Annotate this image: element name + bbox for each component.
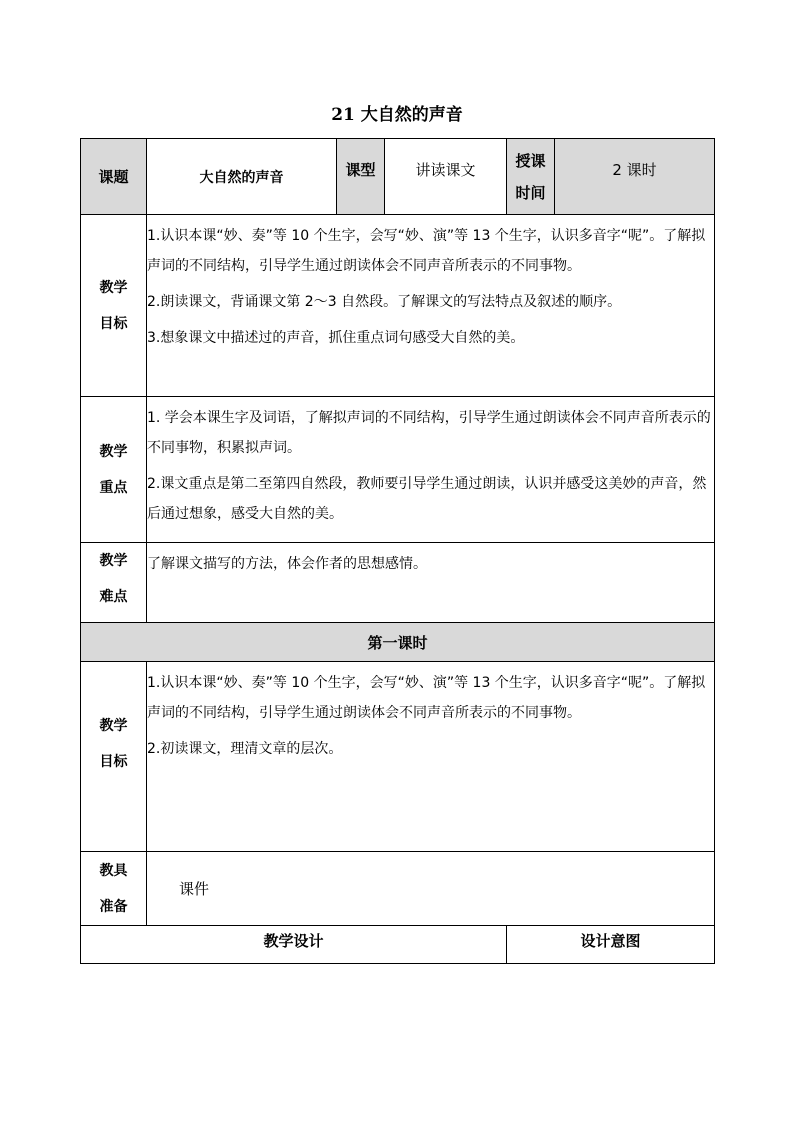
- tools-value: 课件: [147, 852, 715, 926]
- focus-content: [147, 397, 715, 543]
- tools-label-line-2: 准备: [99, 898, 128, 915]
- lesson1-goal-item: 2.初读课文，理清文章的层次。: [147, 741, 343, 757]
- time-label-line-2: 时间: [515, 183, 546, 202]
- lesson-plan-table: [80, 138, 715, 964]
- goals-content: [147, 215, 715, 397]
- footer-row: [81, 926, 715, 964]
- type-label: 课型: [337, 139, 385, 215]
- focus-row: [81, 397, 715, 543]
- goal-item: 2.朗读课文，背诵课文第 2～3 自然段。了解课文的写法特点及叙述的顺序。: [147, 294, 622, 310]
- topic-value: 大自然的声音: [147, 139, 337, 215]
- lesson1-goals-label: [81, 662, 147, 852]
- time-label: [507, 139, 555, 215]
- intent-label: 设计意图: [507, 926, 715, 964]
- goals-label: [81, 215, 147, 397]
- focus-label-line-1: 教学: [99, 443, 128, 460]
- lesson1-goal-item: 1.认识本课“妙、奏”等 10 个生字，会写“妙、演”等 13 个生字，认识多音字“呢”。了解拟声词的不同结构，引导学生通过朗读体会不同声音所表示的不同事物。: [147, 675, 706, 721]
- header-row: [81, 139, 715, 215]
- difficulty-label: [81, 543, 147, 623]
- goals-row: [81, 215, 715, 397]
- type-value: 讲读课文: [385, 139, 507, 215]
- time-label-line-1: 授课: [515, 151, 546, 170]
- difficulty-label-line-2: 难点: [99, 589, 128, 605]
- difficulty-row: [81, 543, 715, 623]
- lesson1-goals-content: [147, 662, 715, 852]
- lesson1-goals-row: [81, 662, 715, 852]
- focus-label: [81, 397, 147, 543]
- tools-label-line-1: 教具: [99, 862, 128, 879]
- difficulty-content: [147, 543, 715, 623]
- lesson1-heading-row: [81, 623, 715, 662]
- page-title: 21 大自然的声音: [331, 105, 463, 125]
- time-value: 2 课时: [555, 139, 715, 215]
- goal-item: 3.想象课文中描述过的声音，抓住重点词句感受大自然的美。: [147, 330, 525, 346]
- difficulty-text: 了解课文描写的方法，体会作者的思想感情。: [147, 556, 427, 572]
- focus-label-line-2: 重点: [99, 479, 128, 496]
- focus-item: 2.课文重点是第二至第四自然段，教师要引导学生通过朗读，认识并感受这美妙的声音，然后通过想象，感受大自然的美。: [147, 476, 707, 522]
- goals-label-line-2: 目标: [99, 315, 128, 332]
- difficulty-label-line-1: 教学: [99, 553, 128, 569]
- topic-label: 课题: [81, 139, 147, 215]
- focus-item: 1. 学会本课生字及词语，了解拟声词的不同结构，引导学生通过朗读体会不同声音所表示的不同事物，积累拟声词。: [147, 410, 711, 456]
- goals-label-line-1: 教学: [99, 279, 128, 296]
- design-label: 教学设计: [81, 926, 507, 964]
- lesson1-goals-label-line-2: 目标: [99, 754, 128, 770]
- tools-label: [81, 852, 147, 926]
- tools-row: [81, 852, 715, 926]
- lesson1-heading: 第一课时: [81, 623, 715, 662]
- lesson1-goals-label-line-1: 教学: [99, 718, 128, 734]
- goal-item: 1.认识本课“妙、奏”等 10 个生字，会写“妙、演”等 13 个生字，认识多音字“呢”。了解拟声词的不同结构，引导学生通过朗读体会不同声音所表示的不同事物。: [147, 228, 706, 274]
